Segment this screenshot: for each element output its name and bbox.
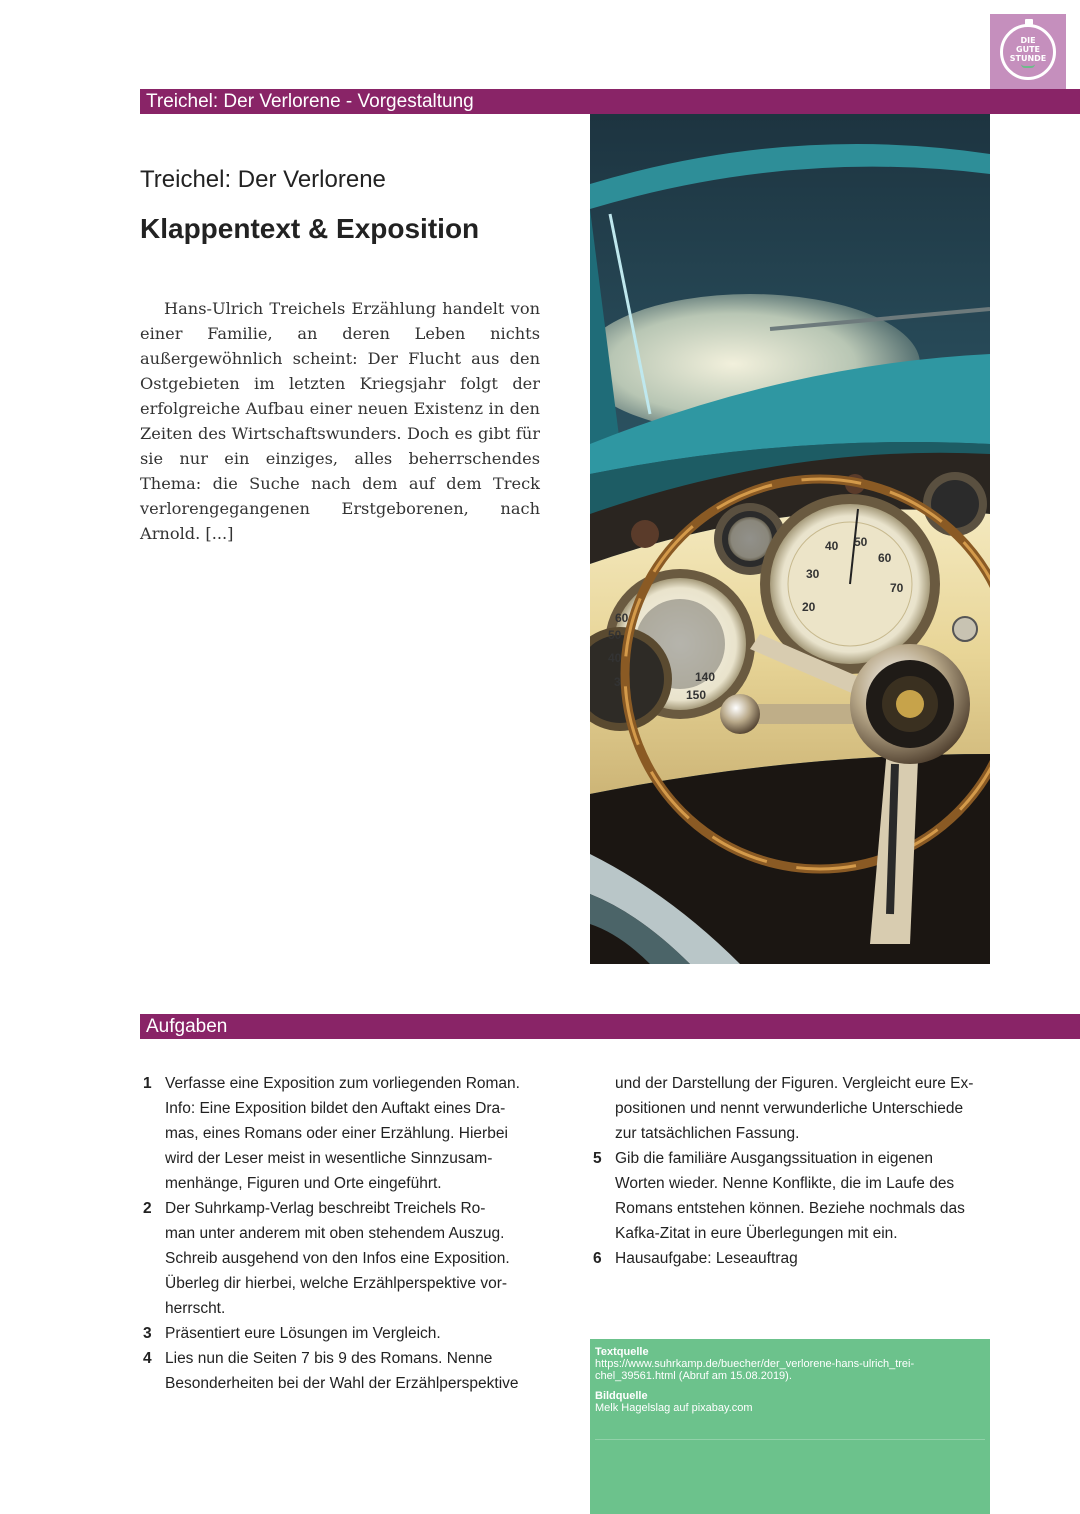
gauge-right-label: 70 (890, 581, 904, 595)
task-item (143, 1196, 543, 1321)
header-bar: Treichel: Der Verlorene - Vorgestaltung (140, 89, 1080, 114)
page-subtitle: Treichel: Der Verlorene (140, 166, 386, 193)
task-number: 5 (593, 1150, 602, 1167)
tasks-column-left (143, 1071, 543, 1396)
gauge-left-label: 30 (614, 675, 628, 689)
task-item (143, 1071, 543, 1196)
task-number: 6 (593, 1250, 602, 1267)
task-number: 3 (143, 1325, 152, 1342)
gauge-right-label: 20 (802, 600, 816, 614)
task-text: Hausaufgabe: Leseauftrag (615, 1250, 798, 1267)
task-text: Lies nun die Seiten 7 bis 9 des Romans. Nenne Besonderheiten bei der Wahl der Erzählperspektive (165, 1350, 519, 1392)
gauge-left-label: 60 (615, 611, 629, 625)
gauge-right-label: 40 (825, 539, 839, 553)
text-source-url: https://www.suhrkamp.de/buecher/der_verlorene-hans-ulrich_trei- chel_39561.html (Abruf am 15.08.2019). (595, 1358, 915, 1382)
task-text: Gib die familiäre Ausgangssituation in eigenen Worten wieder. Nenne Konflikte, die im Laufe des Romans entstehen können. Beziehe nochmals das Kafka-Zitat in eure Überlegungen mit ein. (615, 1150, 965, 1242)
gauge-right-label: 50 (854, 535, 868, 549)
logo-line-3: STUNDE (1009, 54, 1047, 63)
gauge-right-label: 30 (806, 567, 820, 581)
task-item (593, 1246, 993, 1271)
task-number: 4 (143, 1350, 152, 1367)
image-source-label: Bildquelle (595, 1390, 648, 1402)
stopwatch-icon (1000, 24, 1056, 80)
task-item (143, 1346, 543, 1396)
task-text: Der Suhrkamp-Verlag beschreibt Treichels Ro- man unter anderem mit oben stehendem Auszug. Schreib ausgehend von den Infos eine Exposition. Überleg dir hierbei, welche Erzählperspektive vor- herrscht. (165, 1200, 510, 1317)
logo-line-1: DIE (1020, 36, 1036, 45)
blurb-text: Hans-Ulrich Treichels Erzählung handelt von einer Familie, an deren Leben nichts außergewöhnlich scheint: Der Flucht aus den Ostgebieten im letzten Kriegsjahr folgt der erfolgreiche Aufbau einer neuen Existenz in den Zeiten des Wirtschaftswunders. Doch es gibt für sie nur ein einziges, alles beherrschendes Thema: die Suche nach dem auf dem Treck verlorengegangenen Erstgeborenen, nach Arnold. [...] (140, 299, 540, 543)
task-number: 1 (143, 1075, 152, 1092)
text-source-label: Textquelle (595, 1346, 649, 1358)
sources-divider (595, 1439, 985, 1440)
gauge-left-label: 50 (608, 628, 622, 642)
gauge-mid-label: 140 (695, 670, 716, 684)
gauge-mid-label: 150 (686, 688, 707, 702)
task-text: Verfasse eine Exposition zum vorliegenden Roman. Info: Eine Exposition bildet den Auftakt eines Dra- mas, eines Romans oder einer Erzählung. Hierbei wird der Leser meist in wesentliche Sinnzusam- menhänge, Figuren und Orte eingeführt. (165, 1075, 520, 1192)
leaf-icon (1021, 64, 1035, 68)
page-title: Klappentext & Exposition (140, 213, 480, 244)
task-4-continuation: und der Darstellung der Figuren. Vergleicht eure Ex- positionen und nennt verwunderliche Unterschiede zur tatsächlichen Fassung. (615, 1075, 974, 1142)
image-source-value: Melk Hagelslag auf pixabay.com (595, 1402, 753, 1414)
task-text: Präsentiert eure Lösungen im Vergleich. (165, 1325, 441, 1342)
tasks-bar: Aufgaben (140, 1014, 1080, 1039)
die-gute-stunde-logo (990, 14, 1066, 90)
task-item (593, 1146, 993, 1246)
car-dashboard-photo (590, 114, 990, 964)
logo-line-2: GUTE (1016, 45, 1040, 54)
tasks-column-right (593, 1071, 993, 1271)
gauge-left-label: 40 (608, 651, 622, 665)
sources-box (590, 1339, 990, 1514)
task-item (143, 1321, 543, 1346)
task-number: 2 (143, 1200, 152, 1217)
gauge-right-label: 60 (878, 551, 892, 565)
